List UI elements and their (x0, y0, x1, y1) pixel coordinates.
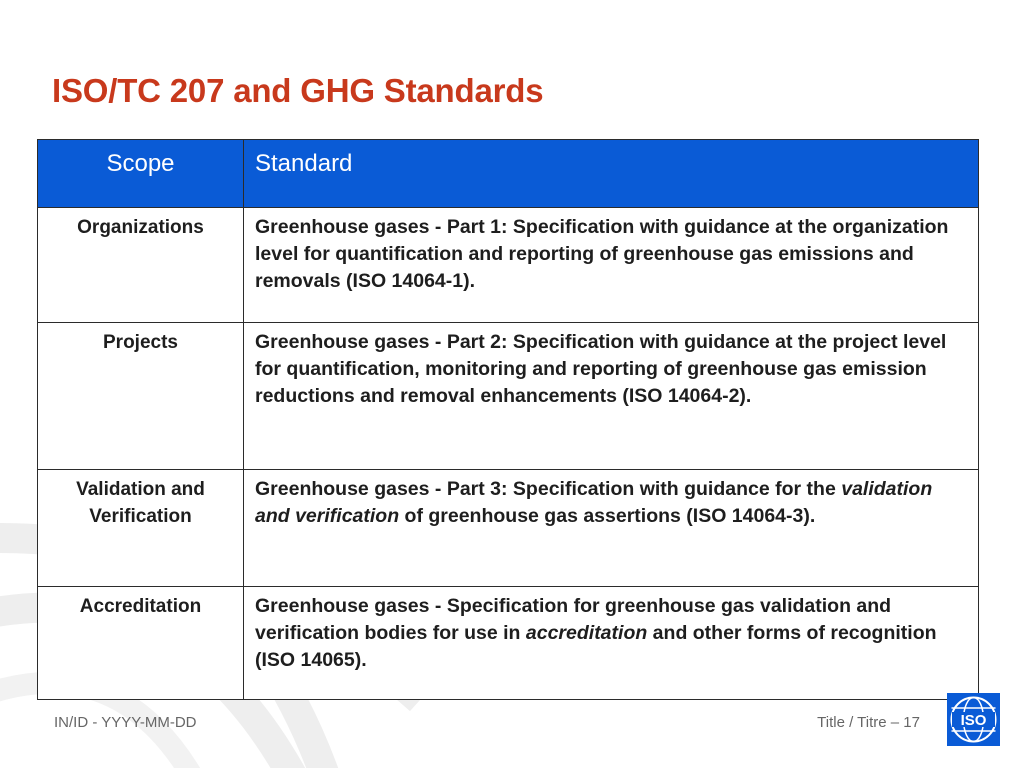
standard-text-end: and other forms of recognition (ISO 14065). (255, 622, 937, 671)
standard-text: Greenhouse gases - Part 3: Specification with guidance for the (255, 478, 842, 500)
table-row (38, 208, 979, 323)
standard-text: Greenhouse gases - Part 1: Specification with guidance at the organization level for quantification and reporting of greenhouse gas emissions and removals (ISO 14064-1). (255, 216, 949, 292)
scope-cell: Accreditation (38, 587, 244, 700)
scope-cell: Organizations (38, 208, 244, 323)
table-row (38, 587, 979, 700)
table-row (38, 470, 979, 587)
header-standard: Standard (244, 140, 979, 208)
scope-cell: Projects (38, 323, 244, 470)
standard-text-end: of greenhouse gas assertions (ISO 14064-3). (399, 505, 816, 527)
iso-logo (947, 693, 1000, 746)
header-scope: Scope (38, 140, 244, 208)
standard-cell (244, 208, 979, 323)
standards-table (37, 139, 979, 700)
table-header-row (38, 140, 979, 208)
standard-emphasis: accreditation (525, 622, 648, 644)
standard-text: Greenhouse gases - Specification for greenhouse gas validation and verification bodies for use in (255, 595, 892, 644)
table-row (38, 323, 979, 470)
scope-cell: Validation and Verification (38, 470, 244, 587)
standard-cell (244, 587, 979, 700)
footer-page-title: Title / Titre – 17 (817, 714, 920, 731)
standard-emphasis: validation and verification (255, 478, 933, 527)
standard-cell (244, 470, 979, 587)
footer-date: IN/ID - YYYY-MM-DD (54, 714, 197, 731)
standard-cell (244, 323, 979, 470)
iso-logo-text: ISO (960, 712, 987, 729)
slide-title: ISO/TC 207 and GHG Standards (52, 72, 544, 109)
standard-text: Greenhouse gases - Part 2: Specification with guidance at the project level for quantification, monitoring and reporting of greenhouse gas emission reductions and removal enhancements (ISO 14064-2). (255, 331, 947, 407)
